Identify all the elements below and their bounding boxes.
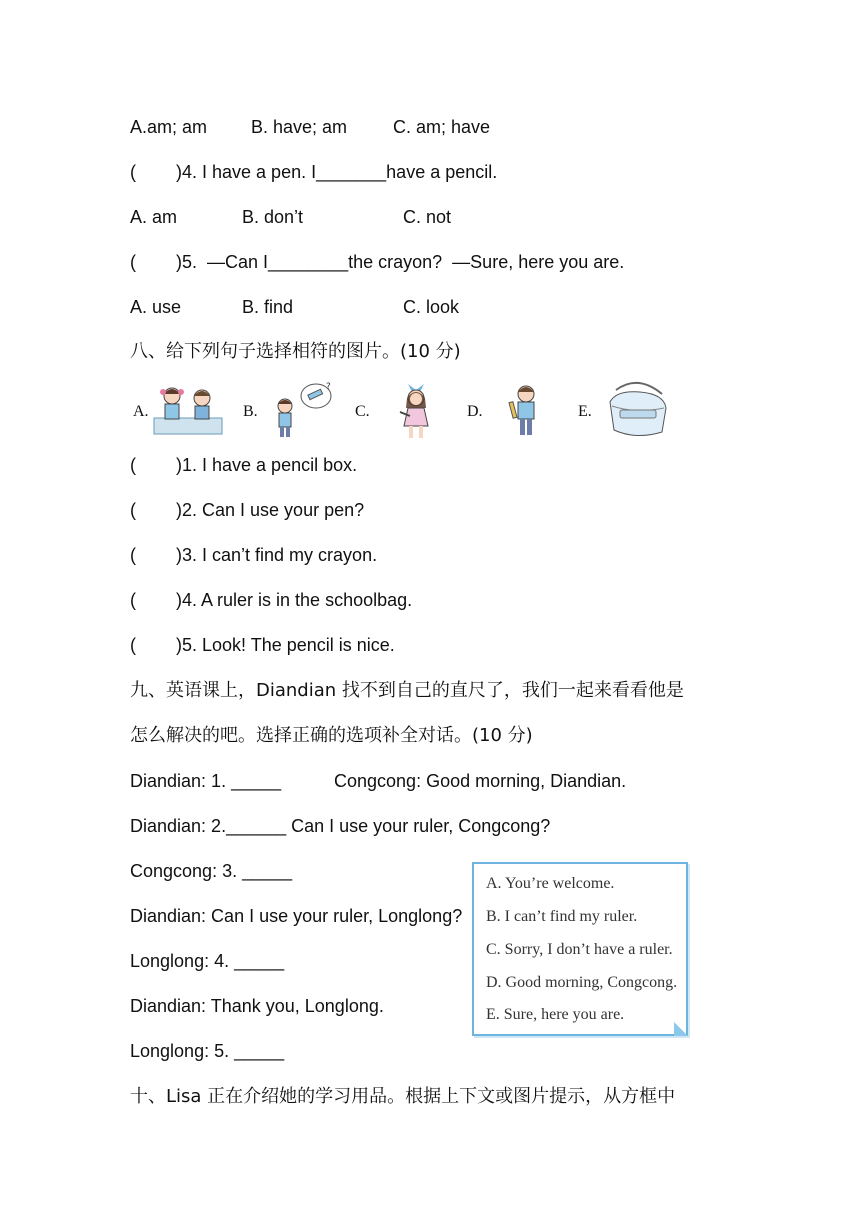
q8-item-5: ( )5. Look! The pencil is nice.	[130, 635, 395, 655]
q8-item-2: ( )2. Can I use your pen?	[130, 500, 365, 520]
dialog-line-3: Congcong: 3. _____	[130, 861, 293, 881]
q4-stem: ( )4. I have a pen. I_______have a pencil.	[130, 162, 498, 182]
dialog-line-1: Diandian: 1. _____	[130, 771, 282, 791]
dialog-line-6: Diandian: Thank you, Longlong.	[130, 996, 384, 1016]
q3-option-b: B. have; am	[251, 117, 348, 137]
svg-text:?: ?	[326, 382, 331, 392]
two-kids-desk-picture	[152, 380, 224, 440]
boy-thinking-pen-picture	[268, 380, 334, 442]
section-9-heading-line-1: 九、英语课上，Diandian 找不到自己的直尺了，我们一起来看看他是	[130, 680, 684, 701]
section-8-heading: 八、给下列句子选择相符的图片。(10 分)	[130, 341, 461, 362]
option-d: D. Good morning, Congcong.	[486, 974, 678, 991]
boy-with-ruler-picture	[506, 380, 546, 440]
section-9-heading-line-2: 怎么解决的吧。选择正确的选项补全对话。(10 分)	[130, 725, 533, 746]
picture-label-d: D.	[467, 403, 483, 420]
q5-stem: ( )5. —Can I________the crayon? —Sure, here you are.	[130, 252, 625, 272]
dialog-line-7: Longlong: 5. _____	[130, 1041, 285, 1061]
q4-option-c: C. not	[403, 207, 452, 227]
picture-label-c: C.	[355, 403, 370, 420]
option-a: A. You’re welcome.	[486, 875, 615, 892]
dialog-line-4: Diandian: Can I use your ruler, Longlong?	[130, 906, 463, 926]
dialog-line-1-reply: Congcong: Good morning, Diandian.	[334, 771, 627, 791]
q3-option-c: C. am; have	[393, 117, 491, 137]
option-c: C. Sorry, I don’t have a ruler.	[486, 941, 673, 958]
picture-label-b: B.	[243, 403, 258, 420]
q8-item-3: ( )3. I can’t find my crayon.	[130, 545, 378, 565]
folded-corner-icon	[674, 1022, 688, 1036]
schoolbag-picture	[606, 380, 670, 440]
option-box	[472, 862, 688, 1036]
q8-item-1: ( )1. I have a pencil box.	[130, 455, 358, 475]
option-e: E. Sure, here you are.	[486, 1006, 625, 1023]
dialog-line-5: Longlong: 4. _____	[130, 951, 285, 971]
q5-option-b: B. find	[242, 297, 294, 317]
girl-with-pencil-picture	[396, 378, 436, 442]
q4-option-b: B. don’t	[242, 207, 304, 227]
q8-item-4: ( )4. A ruler is in the schoolbag.	[130, 590, 413, 610]
q5-option-a: A. use	[130, 297, 182, 317]
q4-option-a: A. am	[130, 207, 178, 227]
q3-option-a: A.am; am	[130, 117, 208, 137]
q5-option-c: C. look	[403, 297, 460, 317]
option-b: B. I can’t find my ruler.	[486, 908, 638, 925]
section-10-heading: 十、Lisa 正在介绍她的学习用品。根据上下文或图片提示，从方框中	[130, 1086, 676, 1107]
picture-label-a: A.	[133, 403, 149, 420]
picture-label-e: E.	[578, 403, 592, 420]
dialog-line-2: Diandian: 2.______ Can I use your ruler, Congcong?	[130, 816, 551, 836]
